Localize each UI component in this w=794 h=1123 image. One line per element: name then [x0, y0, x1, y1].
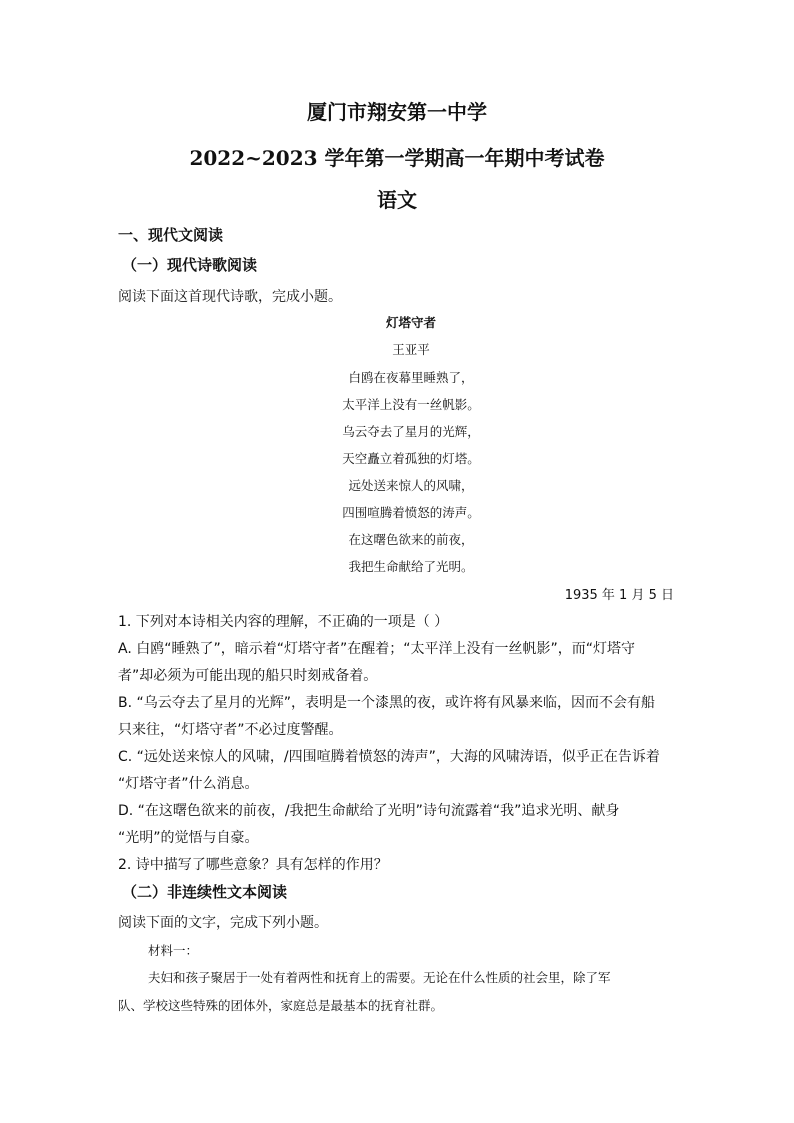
- material-line: 队、学校这些特殊的团体外，家庭总是最基本的抚育社群。: [118, 998, 444, 1013]
- poem-line: 在这曙色欲来的前夜，: [348, 532, 474, 547]
- option-b-line-1: B. “乌云夺去了星月的光辉”，表明是一个漆黑的夜，或许将有风暴来临，因而不会有船: [118, 695, 656, 711]
- option-d-line-2: “光明”的觉悟与自豪。: [118, 830, 259, 846]
- option-d-line-1: D. “在这曙色欲来的前夜，/我把生命献给了光明”诗句流露着“我”追求光明、献身: [118, 803, 620, 819]
- poem-line: 四围喧腾着愤怒的涛声。: [342, 505, 480, 520]
- subsection-heading-poetry: （一）现代诗歌阅读: [122, 256, 258, 274]
- question-1-stem: 1. 下列对本诗相关内容的理解，不正确的一项是（ ）: [118, 614, 449, 630]
- option-c-line-1: C. “远处送来惊人的风啸，/四围喧腾着愤怒的涛声”，大海的风啸涛语，似乎正在告诉着: [118, 749, 660, 765]
- subject-title: 语文: [377, 188, 417, 212]
- section-heading-modern-reading: 一、现代文阅读: [118, 226, 224, 244]
- poem-line: 远处送来惊人的风啸，: [348, 478, 474, 493]
- option-a-line-1: A. 白鸥“睡熟了”，暗示着“灯塔守者”在醒着；“太平洋上没有一丝帆影”，而“灯塔守: [118, 641, 635, 657]
- material-label: 材料一：: [148, 943, 199, 958]
- poem-line: 天空矗立着孤独的灯塔。: [342, 451, 480, 466]
- poem-date: 1935 年 1 月 5 日: [564, 588, 674, 603]
- poem-author: 王亚平: [392, 342, 430, 357]
- school-title: 厦门市翔安第一中学: [307, 100, 487, 124]
- poem-line: 太平洋上没有一丝帆影。: [342, 397, 480, 412]
- poem-line: 白鸥在夜幕里睡熟了，: [348, 370, 474, 385]
- exam-title: 2022~2023 学年第一学期高一年期中考试卷: [189, 146, 605, 170]
- option-b-line-2: 只来往，“灯塔守者”不必过度警醒。: [118, 722, 343, 738]
- poetry-instruction: 阅读下面这首现代诗歌，完成小题。: [118, 289, 342, 305]
- poem-line: 乌云夺去了星月的光辉，: [342, 424, 480, 439]
- material-line: 夫妇和孩子聚居于一处有着两性和抚育上的需要。无论在什么性质的社会里，除了军: [148, 970, 611, 985]
- poem-line: 我把生命献给了光明。: [348, 559, 474, 574]
- option-c-line-2: “灯塔守者”什么消息。: [118, 776, 259, 792]
- question-2-stem: 2. 诗中描写了哪些意象？具有怎样的作用？: [118, 857, 388, 873]
- option-a-line-2: 者”却必须为可能出现的船只时刻戒备着。: [118, 668, 378, 684]
- poem-title: 灯塔守者: [385, 315, 436, 330]
- subsection-heading-nonlinear: （二）非连续性文本阅读: [122, 883, 288, 901]
- nonlinear-instruction: 阅读下面的文字，完成下列小题。: [118, 915, 328, 931]
